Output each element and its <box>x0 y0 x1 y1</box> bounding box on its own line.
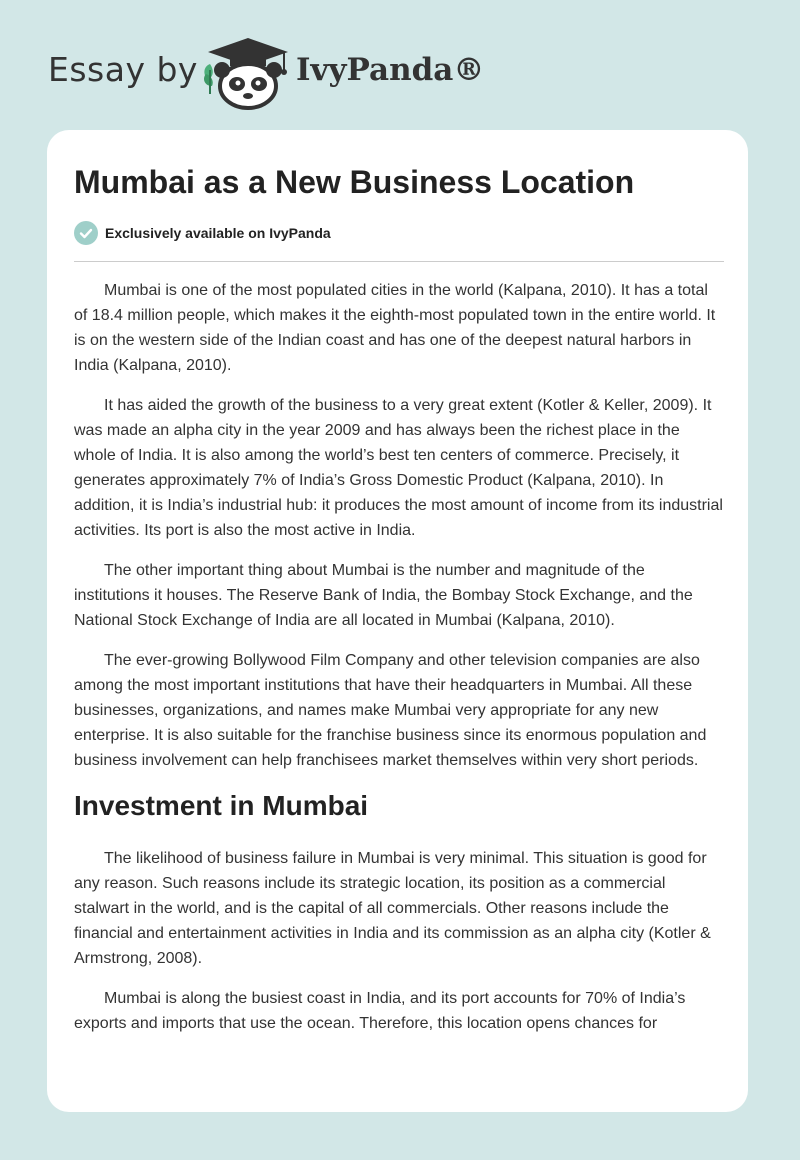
brand-prefix: Essay by <box>48 50 198 89</box>
section-heading: Investment in Mumbai <box>74 790 369 821</box>
article-body <box>74 278 724 1051</box>
exclusive-label: Exclusively available on IvyPanda <box>105 225 331 241</box>
brand-name[interactable]: IvyPanda® <box>296 52 485 88</box>
paragraph: The likelihood of business failure in Mumbai is very minimal. This situation is good for any reason. Such reasons include its strategic location, its position as a commercial stalwart in the world, and is the capital of all commercials. Other reasons include the financial and entertainment activities in India and its commission as an alpha city (Kotler & Armstrong, 2008). <box>74 850 711 967</box>
exclusive-badge <box>74 220 331 246</box>
paragraph: Mumbai is one of the most populated cities in the world (Kalpana, 2010). It has a total of 18.4 million people, which makes it the eighth-most populated town in the entire world. It is on the western side of the Indian coast and has one of the deepest natural harbors in India (Kalpana, 2010). <box>74 282 716 374</box>
panda-graduate-icon[interactable] <box>200 36 292 110</box>
paragraph: Mumbai is along the busiest coast in India, and its port accounts for 70% of India’s exports and imports that use the ocean. Therefore, this location opens chances for <box>74 990 686 1032</box>
article-card <box>47 130 748 1112</box>
paragraph: The other important thing about Mumbai is the number and magnitude of the institutions it houses. The Reserve Bank of India, the Bombay Stock Exchange, and the National Stock Exchange of India are all located in Mumbai (Kalpana, 2010). <box>74 562 693 629</box>
article-title: Mumbai as a New Business Location <box>74 164 635 200</box>
checkmark-icon <box>74 221 98 245</box>
divider <box>74 261 724 262</box>
site-header <box>0 0 800 130</box>
paragraph: It has aided the growth of the business to a very great extent (Kotler & Keller, 2009). It was made an alpha city in the year 2009 and has always been the richest place in the whole of India. It is also among the world’s best ten centers of commerce. Precisely, it generates approximately 7% of India’s Gross Domestic Product (Kalpana, 2010). In addition, it is India’s industrial hub: it produces the most amount of income from its industrial activities. Its port is also the most active in India. <box>74 397 723 539</box>
paragraph: The ever-growing Bollywood Film Company and other television companies are also among the most important institutions that have their headquarters in Mumbai. All these businesses, organizations, and names make Mumbai very appropriate for any new enterprise. It is also suitable for the franchise business since its enormous population and business involvement can help franchisees market themselves within very short periods. <box>74 652 707 769</box>
